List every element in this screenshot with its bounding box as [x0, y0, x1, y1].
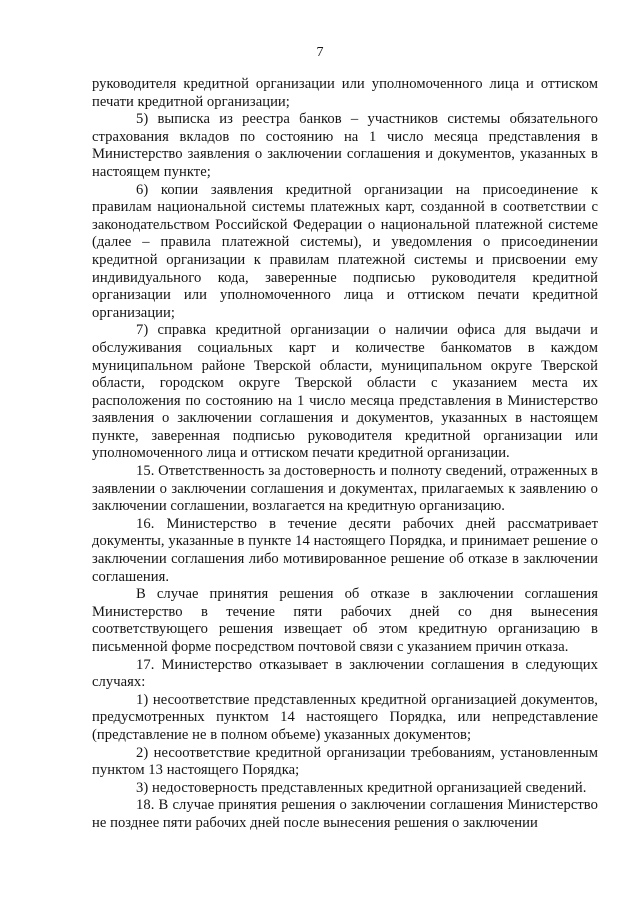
paragraph-refusal-reason-3: 3) недостоверность представленных кредитной организацией сведений. — [136, 779, 587, 796]
page-number: 7 — [316, 45, 324, 60]
paragraph-refusal-reason-1: 1) несоответствие представленных кредитной организацией документов, предусмотренных пунктом 14 настоящего Порядка, или непредставление (представление не в полном объеме) указанных документов; — [92, 691, 598, 743]
paragraph-clause-17: 17. Министерство отказывает в заключении соглашения в следующих случаях: — [92, 656, 598, 691]
document-body — [92, 76, 598, 833]
paragraph-item-5-bank-registry-extract: 5) выписка из реестра банков – участников системы обязательного страхования вкладов по состоянию на 1 число месяца представления в Министерство заявления о заключении соглашения и документов, указанных в настоящем пункте; — [92, 111, 598, 180]
paragraph-item-7-office-certificate: 7) справка кредитной организации о наличии офиса для выдачи и обслуживания социальных карт и количестве банкоматов в каждом муниципальном районе Тверской области, муниципальном округе Тверской области, городском округе Тверской области с указанием места их расположения по состоянию на 1 число месяца представления в Министерство заявления о заключении соглашения и документов, указанных в настоящем пункте, заверенная подписью руководителя кредитной организации или уполномоченного лица и оттиском печати кредитной организации. — [92, 322, 598, 462]
paragraph-item-6-payment-system-copies: 6) копии заявления кредитной организации на присоединение к правилам национальной системы платежных карт, созданной в соответствии с законодательством Российской Федерации о национальной платежной системе (далее – правила платежной системы), и уведомления о присоединении кредитной организации к правилам платежной системы и присвоении ему индивидуального кода, заверенные подписью руководителя кредитной организации или уполномоченного лица и оттиском печати кредитной организации; — [92, 181, 598, 321]
paragraph-clause-15: 15. Ответственность за достоверность и полноту сведений, отраженных в заявлении о заключении соглашения и документах, прилагаемых к заявлению о заключении соглашении, возлагается на кредитную организацию. — [92, 463, 598, 515]
paragraph-clause-16: 16. Министерство в течение десяти рабочих дней рассматривает документы, указанные в пункте 14 настоящего Порядка, и принимает решение о заключении соглашения либо мотивированное решение об отказе в заключении соглашения. — [92, 515, 598, 585]
paragraph-refusal-reason-2: 2) несоответствие кредитной организации требованиям, установленным пунктом 13 настоящего Порядка; — [92, 744, 598, 779]
paragraph-continuation: руководителя кредитной организации или уполномоченного лица и оттиском печати кредитной организации; — [92, 76, 598, 110]
paragraph-clause-18: 18. В случае принятия решения о заключении соглашения Министерство не позднее пяти рабочих дней после вынесения решения о заключении — [92, 797, 598, 831]
paragraph-refusal-notice: В случае принятия решения об отказе в заключении соглашения Министерство в течение пяти рабочих дней со дня вынесения соответствующего решения извещает об этом кредитную организацию в письменной форме посредством почтовой связи с указанием причин отказа. — [92, 586, 598, 655]
